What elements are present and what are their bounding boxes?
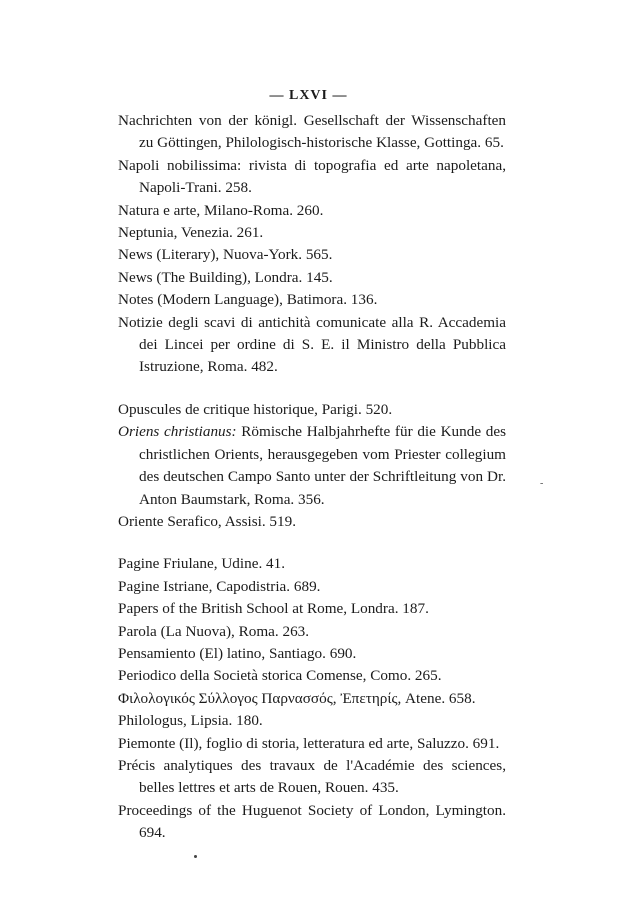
index-entry: Pensamiento (El) latino, Santiago. 690. xyxy=(118,644,357,662)
index-entry: Neptunia, Venezia. 261. xyxy=(118,224,264,242)
margin-mark: - xyxy=(540,478,544,489)
index-entry: Notes (Modern Language), Batimora. 136. xyxy=(118,291,378,309)
index-entry: Parola (La Nuova), Roma. 263. xyxy=(118,622,310,640)
ink-dot xyxy=(194,855,197,858)
index-entry: Opuscules de critique historique, Parigi. 520. xyxy=(118,400,393,418)
index-entry xyxy=(118,421,506,511)
index-entry: Proceedings of the Huguenot Society of London, Lymington. 694. xyxy=(118,801,506,842)
entry-italic-title: Oriens christianus: xyxy=(118,423,237,441)
index-entry: Periodico della Società storica Comense, Como. 265. xyxy=(118,667,442,685)
index-entry: Pagine Istriane, Capodistria. 689. xyxy=(118,577,321,595)
index-entry: News (Literary), Nuova-York. 565. xyxy=(118,246,333,264)
index-entry: Oriente Serafico, Assisi. 519. xyxy=(118,512,297,530)
index-entry: Papers of the British School at Rome, Londra. 187. xyxy=(118,600,429,618)
page-number: — LXVI — xyxy=(269,88,348,103)
periodicals-index-list xyxy=(118,110,506,845)
index-entry: Précis analytiques des travaux de l'Académie des sciences, belles lettres et arts de Rouen, Rouen. 435. xyxy=(118,756,506,797)
index-entry: Philologus, Lipsia. 180. xyxy=(118,712,263,730)
index-entry: Notizie degli scavi di antichità comunicate alla R. Accademia dei Lincei per ordine di S. E. il Ministro della Pubblica Istruzione, Roma. 482. xyxy=(118,313,506,376)
index-entry: Pagine Friulane, Udine. 41. xyxy=(118,555,286,573)
entry-rest: Römische Halbjahrhefte für die Kunde des christlichen Orients, herausgegeben vom Priester collegium des deutschen Campo Santo unter der Schriftleitung von Dr. Anton Baumstark, Roma. 356. xyxy=(139,423,507,508)
index-entry: Φιλολογικός Σύλλογος Παρνασσός, Ἐπετηρίς, Atene. 658. xyxy=(118,689,476,707)
index-entry: Nachrichten von der königl. Gesellschaft der Wissenschaften zu Göttingen, Philologisch-historische Klasse, Gottinga. 65. xyxy=(118,112,506,152)
index-entry: Natura e arte, Milano-Roma. 260. xyxy=(118,201,324,219)
index-entry: Piemonte (Il), foglio di storia, letteratura ed arte, Saluzzo. 691. xyxy=(118,734,500,752)
index-entry: News (The Building), Londra. 145. xyxy=(118,268,333,286)
index-entry: Napoli nobilissima: rivista di topografia ed arte napoletana, Napoli-Trani. 258. xyxy=(118,156,506,197)
